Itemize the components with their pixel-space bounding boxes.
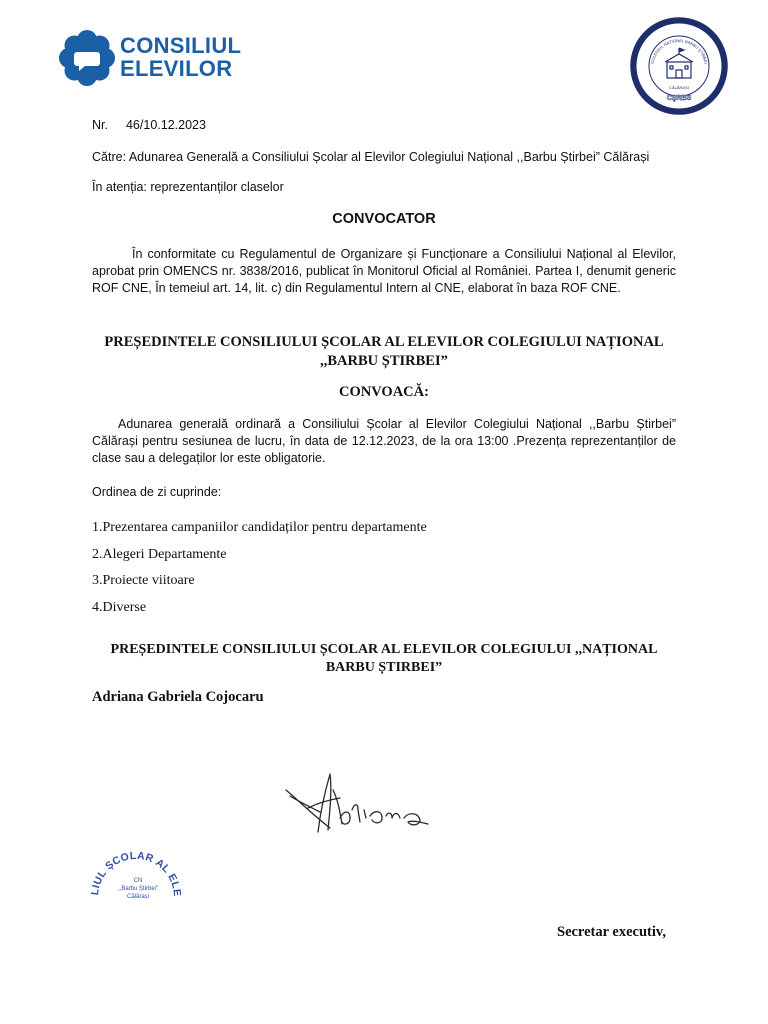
president-signature-heading: PREȘEDINTELE CONSILIULUI ȘCOLAR AL ELEVILOR COLEGIULUI ,,NAȚIONAL BARBU ȘTIRBEI” [110,642,658,675]
stamp-line-3: Călărași [126,894,150,900]
nr-label: Nr. [92,118,108,132]
intro-text: În conformitate cu Regulamentul de Organizare și Funcționare a Consiliului Național al Elevilor, aprobat prin OMENCS nr. 3838/2016, publicat în Monitorul Oficial al României. Partea I, denumit generic ROF CNE, În temeiul art. 14, lit. c) din Regulamentul Intern al CNE, elaborat în baza ROF CNE. [92,247,676,295]
seal-bottom-text: CŞRBS [666,95,692,102]
handwritten-signature [278,760,448,860]
agenda-item: 1.Prezentarea campaniilor candidaților pentru departamente [92,520,427,535]
logo-line-1: CONSILIUL [120,33,242,58]
flower-icon [58,28,116,88]
seal-ring-text: COLEGIUL NAȚIONAL BARBU ȘTIRBEI [649,37,709,65]
intro-paragraph [92,246,676,297]
body-paragraph [92,416,676,467]
document-number [92,118,206,132]
council-stamp [80,835,192,943]
attention-line: În atenția: reprezentanților claselor [92,180,284,194]
agenda-list [92,515,427,621]
document-title: CONVOCATOR [332,211,436,227]
nr-value: 46/10.12.2023 [125,118,206,132]
president-name: Adriana Gabriela Cojocaru [92,689,264,705]
stamp-line-2: ,,Barbu Știrbei” [117,886,159,892]
convoaca-heading: CONVOACĂ: [339,384,429,400]
president-heading: PREȘEDINTELE CONSILIULUI ȘCOLAR AL ELEVILOR COLEGIULUI NAȚIONAL ,,BARBU ȘTIRBEI” [104,334,664,369]
agenda-item: 3.Proiecte viitoare [92,573,195,588]
stamp-line-1: CN [133,878,143,884]
body-text: Adunarea generală ordinară a Consiliului Școlar al Elevilor Colegiului Național ,,Barbu Știrbei” Călărași pentru sesiunea de lucru, în data de 12.12.2023, de la ora 13:00 .Prezența reprezentanților de clase sau a delegaților lor este obligatorie. [92,417,676,465]
agenda-item: 2.Alegeri Departamente [92,546,227,562]
consiliul-elevilor-logo [58,28,252,88]
agenda-intro: Ordinea de zi cuprinde: [92,485,222,499]
seal-city: CĂLĂRAȘI [669,85,689,90]
secretary-label: Secretar executiv, [557,924,666,940]
stamp-ring-text: LIUL ȘCOLAR AL ELE [88,849,184,898]
school-council-seal [629,16,729,116]
recipient-line: Către: Adunarea Generală a Consiliului Școlar al Elevilor Colegiului Național ,,Barbu Știrbei” Călărași [92,150,650,164]
agenda-item: 4.Diverse [92,599,147,615]
seal-top-text: SILIUL ȘCOLAR AL ELEVI [634,21,724,67]
logo-line-2: ELEVILOR [120,56,233,81]
